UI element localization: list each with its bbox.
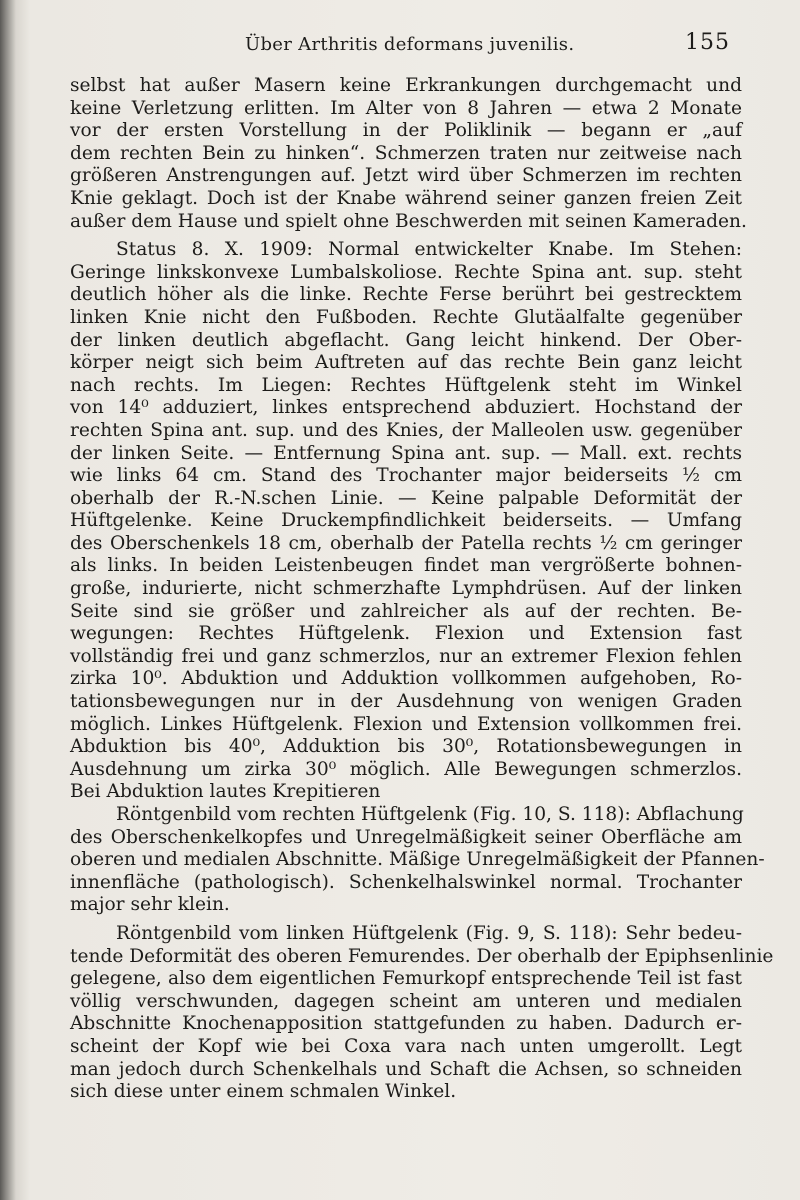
text-line: vor der ersten Vorstellung in der Poliklinik — begann er „auf (70, 120, 742, 142)
text-line: der linken deutlich abgeflacht. Gang leicht hinkend. Der Ober- (70, 329, 742, 351)
text-line: Status 8. X. 1909: Normal entwickelter Knabe. Im Stehen: (116, 239, 742, 261)
text-line: man jedoch durch Schenkelhals und Schaft die Achsen, so schneiden (70, 1058, 742, 1080)
text-line: Seite sind sie größer und zahlreicher als auf der rechten. Be- (70, 600, 742, 622)
text-line: Knie geklagt. Doch ist der Knabe während seiner ganzen freien Zeit (70, 187, 742, 209)
text-line: dem rechten Bein zu hinken“. Schmerzen traten nur zeitweise nach (70, 142, 742, 164)
page-number: 155 (685, 30, 730, 55)
text-line: von 14⁰ adduziert, linkes entsprechend abduziert. Hochstand der (70, 397, 742, 419)
text-line: des Oberschenkelkopfes und Unregelmäßigkeit seiner Oberfläche am (70, 826, 742, 848)
text-line: Geringe linkskonvexe Lumbalskoliose. Rechte Spina ant. sup. steht (70, 261, 742, 283)
text-line: scheint der Kopf wie bei Coxa vara nach unten umgerollt. Legt (70, 1035, 742, 1057)
text-line: major sehr klein. (70, 894, 230, 916)
text-line: Abduktion bis 40⁰, Adduktion bis 30⁰, Rotationsbewegungen in (70, 736, 742, 758)
text-line: außer dem Hause und spielt ohne Beschwerden mit seinen Kameraden. (70, 210, 747, 232)
text-line: große, indurierte, nicht schmerzhafte Lymphdrüsen. Auf der linken (70, 578, 742, 600)
text-line: gelegene, also dem eigentlichen Femurkopf entsprechende Teil ist fast (70, 968, 742, 990)
text-line: oberhalb der R.-N.schen Linie. — Keine palpable Deformität der (70, 487, 742, 509)
text-line: innenfläche (pathologisch). Schenkelhalswinkel normal. Trochanter (70, 871, 742, 893)
text-line: Röntgenbild vom linken Hüftgelenk (Fig. 9, S. 118): Sehr bedeu- (116, 922, 742, 944)
text-line: Hüftgelenke. Keine Druckempfindlichkeit beiderseits. — Umfang (70, 510, 742, 532)
text-line: größeren Anstrengungen auf. Jetzt wird über Schmerzen im rechten (70, 165, 742, 187)
text-line: nach rechts. Im Liegen: Rechtes Hüftgelenk steht im Winkel (70, 374, 742, 396)
text-line: tende Deformität des oberen Femurendes. Der oberhalb der Epiphsenlinie (70, 945, 774, 967)
text-line: des Oberschenkels 18 cm, oberhalb der Patella rechts ½ cm geringer (70, 532, 742, 554)
paragraph (70, 75, 747, 233)
text-line: keine Verletzung erlitten. Im Alter von 8 Jahren — etwa 2 Monate (70, 97, 742, 119)
text-line: als links. In beiden Leistenbeugen findet man vergrößerte bohnen- (70, 555, 742, 577)
text-line: rechten Spina ant. sup. und des Knies, der Malleolen usw. gegenüber (70, 419, 742, 441)
text-line: sich diese unter einem schmalen Winkel. (70, 1081, 457, 1103)
text-line: linken Knie nicht den Fußboden. Rechte Glutäalfalte gegenüber (70, 306, 742, 328)
text-line: deutlich höher als die linke. Rechte Ferse berührt bei gestrecktem (70, 284, 742, 306)
running-title: Über Arthritis deformans juvenilis. (245, 34, 575, 55)
text-line: wie links 64 cm. Stand des Trochanter major beiderseits ½ cm (70, 465, 742, 487)
text-line: der linken Seite. — Entfernung Spina ant. sup. — Mall. ext. rechts (70, 442, 742, 464)
text-line: tationsbewegungen nur in der Ausdehnung von wenigen Graden (70, 691, 742, 713)
text-line: zirka 10⁰. Abduktion und Adduktion vollkommen aufgehoben, Ro- (70, 668, 742, 690)
body-text (70, 75, 774, 1104)
text-line: selbst hat außer Masern keine Erkrankungen durchgemacht und (70, 75, 742, 96)
text-line: völlig verschwunden, dagegen scheint am unteren und medialen (70, 990, 742, 1012)
text-line: Bei Abduktion lautes Krepitieren (70, 781, 381, 803)
text-line: Abschnitte Knochenapposition stattgefunden zu haben. Dadurch er- (70, 1013, 742, 1035)
text-line: oberen und medialen Abschnitte. Mäßige Unregelmäßigkeit der Pfannen- (70, 849, 765, 871)
paragraph (70, 922, 774, 1104)
text-line: vollständig frei und ganz schmerzlos, nur an extremer Flexion fehlen (70, 645, 742, 667)
text-line: wegungen: Rechtes Hüftgelenk. Flexion und Extension fast (70, 623, 742, 645)
paragraph (70, 804, 765, 917)
text-line: Röntgenbild vom rechten Hüftgelenk (Fig. 10, S. 118): Abflachung (116, 804, 744, 825)
text-line: möglich. Linkes Hüftgelenk. Flexion und Extension vollkommen frei. (70, 713, 742, 735)
paragraph (70, 239, 742, 804)
text-line: Ausdehnung um zirka 30⁰ möglich. Alle Bewegungen schmerzlos. (70, 758, 742, 780)
page-header (70, 30, 730, 60)
text-line: körper neigt sich beim Auftreten auf das rechte Bein ganz leicht (70, 352, 742, 374)
